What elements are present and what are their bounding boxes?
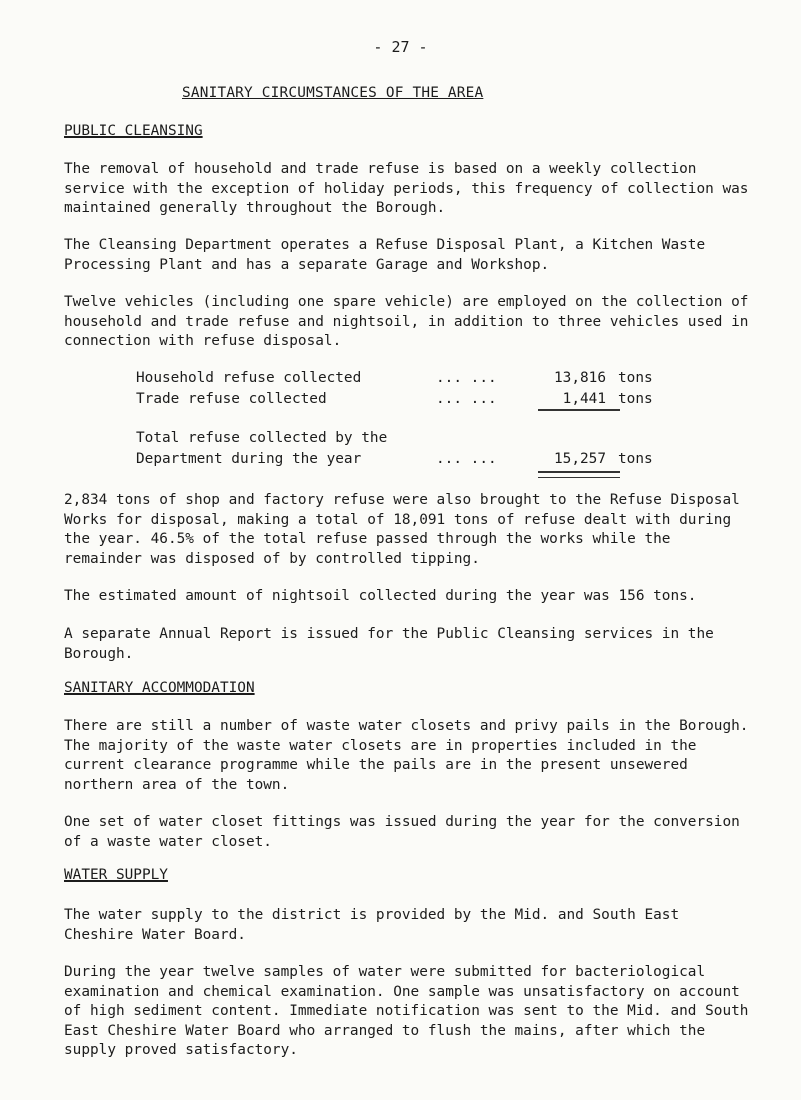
row-leader: ... ... xyxy=(436,451,497,467)
paragraph-text: The Cleansing Department operates a Refuse Disposal Plant, a Kitchen Waste Processing Plant and has a separate Garage and Workshop. xyxy=(64,237,706,273)
row-value: 15,257 xyxy=(554,451,606,467)
paragraph xyxy=(64,236,754,275)
paragraph xyxy=(64,963,754,1061)
paragraph xyxy=(64,160,754,219)
row-label: Total refuse collected by the xyxy=(136,430,388,446)
row-label: Department during the year xyxy=(136,451,362,467)
paragraph xyxy=(64,491,754,569)
paragraph-text: Twelve vehicles (including one spare vehicle) are employed on the collection of household and trade refuse and nightsoil, in addition to three vehicles used in connection with refuse disposal. xyxy=(64,294,749,350)
row-unit: tons xyxy=(618,391,653,407)
row-leader: ... ... xyxy=(436,370,497,386)
page-title: SANITARY CIRCUMSTANCES OF THE AREA xyxy=(182,85,484,101)
row-label: Trade refuse collected xyxy=(136,391,327,407)
paragraph xyxy=(64,906,754,945)
row-label: Household refuse collected xyxy=(136,370,362,386)
paragraph-text: 2,834 tons of shop and factory refuse were also brought to the Refuse Disposal Works for disposal, making a total of 18,091 tons of refuse dealt with during the year. 46.5% of the total refuse passed through the works while the remainder was disposed of by controlled tipping. xyxy=(64,492,740,567)
paragraph-text: During the year twelve samples of water were submitted for bacteriological examination and chemical examination. One sample was unsatisfactory on account of high sediment content. Immediate notification was sent to the Mid. and South East Cheshire Water Board who arranged to flush the mains, after which the supply proved satisfactory. xyxy=(64,964,749,1059)
paragraph xyxy=(64,587,754,607)
paragraph xyxy=(64,813,754,852)
subtotal-rule xyxy=(538,409,620,411)
paragraph-text: One set of water closet fittings was issued during the year for the conversion of a waste water closet. xyxy=(64,814,740,850)
paragraph-text: The water supply to the district is provided by the Mid. and South East Cheshire Water Board. xyxy=(64,907,680,943)
paragraph-text: The estimated amount of nightsoil collected during the year was 156 tons. xyxy=(64,588,697,604)
refuse-row-total xyxy=(136,449,666,469)
row-leader: ... ... xyxy=(436,391,497,407)
paragraph xyxy=(64,293,754,352)
total-double-rule xyxy=(538,471,620,478)
paragraph xyxy=(64,625,754,664)
row-value: 13,816 xyxy=(554,370,606,386)
refuse-row-trade xyxy=(136,389,666,409)
paragraph xyxy=(64,717,754,795)
paragraph-text: A separate Annual Report is issued for the Public Cleansing services in the Borough. xyxy=(64,626,714,662)
row-unit: tons xyxy=(618,370,653,386)
section-heading-public-cleansing: PUBLIC CLEANSING xyxy=(64,123,203,139)
paragraph-text: The removal of household and trade refuse is based on a weekly collection service with the exception of holiday periods, this frequency of collection was maintained generally throughout the Borough. xyxy=(64,161,749,217)
paragraph-text: There are still a number of waste water closets and privy pails in the Borough. The majority of the waste water closets are in properties included in the current clearance programme while the pails are in the present unsewered northern area of the town. xyxy=(64,718,749,793)
refuse-row-total-line1 xyxy=(136,428,666,448)
section-heading-water-supply: WATER SUPPLY xyxy=(64,867,168,883)
page-number: - 27 - xyxy=(373,38,428,56)
refuse-row-household xyxy=(136,368,666,388)
row-unit: tons xyxy=(618,451,653,467)
section-heading-sanitary-accommodation: SANITARY ACCOMMODATION xyxy=(64,680,255,696)
row-value: 1,441 xyxy=(562,391,606,407)
